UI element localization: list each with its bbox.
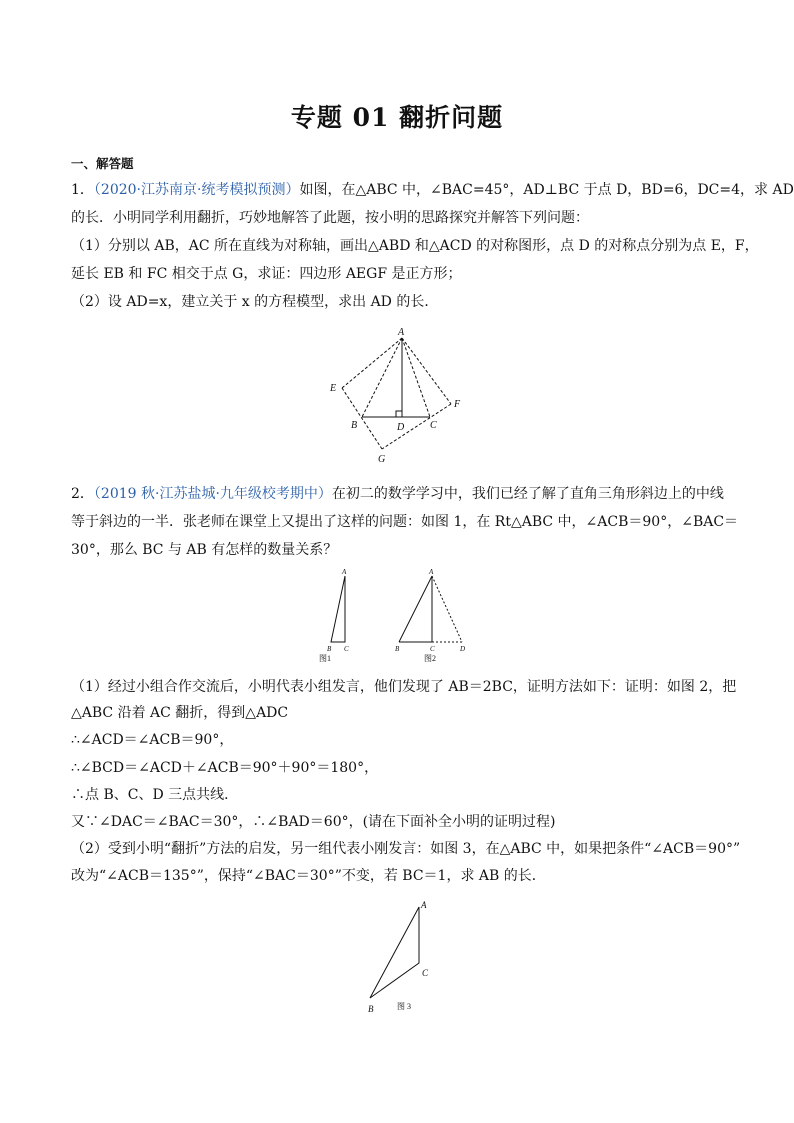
q1-fig-line-AF: [402, 338, 451, 404]
fig1-triangle: [331, 576, 345, 642]
q2-proof-line-4: ∴∠BCD＝∠ACD＋∠ACB＝90°＋90°＝180°，: [71, 760, 379, 776]
q2-number: 2．: [71, 486, 94, 502]
fig3-caption: 图 3: [397, 1002, 411, 1011]
q2-part2-line-2: 改为“∠ACB＝135°”，保持“∠BAC＝30°”不变，若 BC＝1，求 AB 的长．: [71, 868, 546, 884]
q1-fig-right-angle: [396, 411, 402, 417]
q1-fig-label-F: F: [454, 399, 461, 410]
q1-fig-label-B: B: [351, 420, 358, 431]
q2-line-1-text: 在初二的数学学习中，我们已经了解了直角三角形斜边上的中线: [331, 486, 724, 502]
q1-fig-line-AB: [362, 338, 402, 417]
fig3-label-B: B: [368, 1004, 374, 1014]
q1-fig-label-A: A: [398, 327, 405, 338]
fig2-line-AB: [399, 576, 432, 642]
q1-line-4: 延长 EB 和 FC 相交于点 G，求证：四边形 AEGF 是正方形；: [71, 266, 462, 282]
q1-line-1: [71, 180, 794, 200]
q2-proof-line-6: 又∵∠DAC＝∠BAC＝30°，∴∠BAD＝60°，(请在下面补全小明的证明过程): [71, 814, 556, 830]
page-title: 专题 01 翻折问题: [290, 103, 504, 132]
fig2-label-C: C: [430, 645, 435, 653]
q2-proof-line-1: （1）经过小组合作交流后，小明代表小组发言，他们发现了 AB＝2BC，证明方法如下：证明：如图 2，把: [71, 679, 737, 695]
q2-figure-3: [362, 895, 442, 1020]
q2-proof-line-3: ∴∠ACD＝∠ACB＝90°，: [71, 732, 234, 748]
fig3-label-C: C: [422, 968, 429, 978]
fig2-caption: 图2: [424, 654, 436, 663]
q1-line-2: 的长．小明同学利用翻折，巧妙地解答了此题，按小明的思路探究并解答下列问题：: [71, 210, 589, 226]
fig3-label-A: A: [421, 900, 427, 910]
q1-fig-label-C: C: [430, 420, 437, 431]
fig2-label-A: A: [429, 568, 434, 576]
q2-source: （2019 秋·江苏盐城·九年级校考期中）: [93, 486, 332, 502]
q1-line-5: （2）设 AD=x，建立关于 x 的方程模型，求出 AD 的长．: [71, 294, 439, 310]
fig1-label-B: B: [327, 645, 332, 653]
q1-figure: [320, 322, 480, 467]
fig2-label-D: D: [460, 645, 466, 653]
q1-fig-line-EG: [342, 388, 382, 449]
section-heading: 一、解答题: [71, 156, 134, 171]
fig1-label-A: A: [342, 568, 347, 576]
fig3-triangle: [370, 907, 419, 998]
q2-line-3: 30°，那么 BC 与 AB 有怎样的数量关系？: [71, 542, 338, 558]
q2-line-2: 等于斜边的一半．张老师在课堂上又提出了这样的问题：如图 1，在 Rt△ABC 中，∠ACB＝90°，∠BAC＝: [71, 514, 739, 530]
q1-fig-label-G: G: [378, 454, 386, 465]
q1-fig-line-AC: [402, 338, 430, 417]
q1-fig-line-AE: [342, 338, 402, 388]
fig1-label-C: C: [344, 645, 349, 653]
fig1-caption: 图1: [319, 654, 331, 663]
q2-line-1: [71, 484, 724, 504]
fig2-line-AD: [432, 576, 462, 642]
q1-fig-label-E: E: [330, 383, 337, 394]
q1-fig-line-FG: [382, 404, 451, 449]
q1-fig-label-D: D: [397, 422, 405, 433]
q2-part2-line-1: （2）受到小明“翻折”方法的启发，另一组代表小刚发言：如图 3，在△ABC 中，如果把条件“∠ACB＝90°”: [71, 841, 741, 857]
q2-figures-1-2: [319, 567, 482, 667]
q1-number: 1．: [71, 182, 94, 198]
q2-proof-line-2: △ABC 沿着 AC 翻折，得到△ADC: [71, 705, 289, 721]
q1-source: （2020·江苏南京·统考模拟预测）: [93, 182, 300, 198]
fig2-label-B: B: [395, 645, 400, 653]
q1-line-3: （1）分别以 AB，AC 所在直线为对称轴，画出△ABD 和△ACD 的对称图形，点 D 的对称点分别为点 E，F，: [71, 238, 759, 254]
q1-line-1-text: 如图，在△ABC 中，∠BAC=45°，AD⊥BC 于点 D，BD=6，DC=4，求 AD: [299, 182, 794, 198]
q2-proof-line-5: ∴点 B、C、D 三点共线．: [71, 787, 239, 803]
